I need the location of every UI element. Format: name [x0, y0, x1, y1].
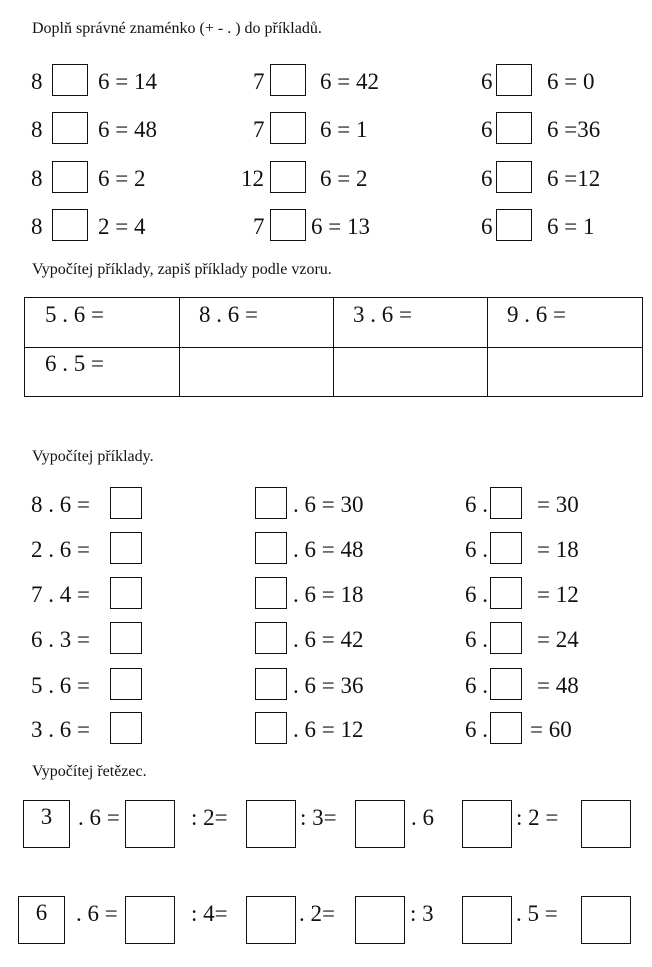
exercise-right-suffix: = 12 [537, 582, 579, 607]
exercise-mid-text: . 6 = 30 [293, 492, 364, 517]
exercise-right-prefix: 6 . [465, 582, 488, 607]
sign-input-box[interactable] [52, 209, 88, 241]
sign-input-box[interactable] [52, 64, 88, 96]
section2-heading: Vypočítej příklady, zapiš příklady podle vzoru. [32, 261, 332, 278]
chain-answer-box[interactable] [581, 896, 631, 944]
chain-op: : 3= [300, 805, 337, 830]
answer-box[interactable] [255, 487, 287, 519]
exercise-mid-text: . 6 = 36 [293, 673, 364, 698]
s1-r4c2-b: 6 = 13 [311, 214, 370, 239]
exercise-right-prefix: 6 . [465, 673, 488, 698]
chain-answer-box[interactable] [581, 800, 631, 848]
answer-box[interactable] [110, 487, 142, 519]
chain-op: . 6 = [76, 901, 118, 926]
exercise-mid-text: . 6 = 42 [293, 627, 364, 652]
table-cell[interactable] [179, 347, 334, 396]
exercise-right-prefix: 6 . [465, 627, 488, 652]
answer-box[interactable] [255, 532, 287, 564]
chain-op: : 2 = [516, 805, 559, 830]
chain-op: : 4= [191, 901, 228, 926]
s1-r4c3-b: 6 = 1 [547, 214, 595, 239]
exercise-mid-text: . 6 = 48 [293, 537, 364, 562]
exercise-mid-text: . 6 = 12 [293, 717, 364, 742]
sign-input-box[interactable] [496, 209, 532, 241]
s1-r2c3-b: 6 =36 [547, 117, 601, 142]
table-cell[interactable]: 5 . 6 = [25, 298, 180, 348]
chain-op: . 2= [299, 901, 335, 926]
sign-input-box[interactable] [270, 64, 306, 96]
section1-heading: Doplň správné znaménko (+ - . ) do příkladů. [32, 20, 322, 37]
exercise-left-text: 5 . 6 = [31, 673, 90, 698]
exercise-right-suffix: = 30 [537, 492, 579, 517]
sign-input-box[interactable] [496, 64, 532, 96]
s1-r2c1-a: 8 [31, 117, 43, 142]
answer-box[interactable] [110, 712, 142, 744]
chain-op: . 6 = [78, 805, 120, 830]
exercise-right-suffix: = 48 [537, 673, 579, 698]
table-cell[interactable] [333, 347, 488, 396]
answer-box[interactable] [255, 668, 287, 700]
s1-r4c3-a: 6 [481, 214, 493, 239]
answer-box[interactable] [490, 577, 522, 609]
exercise-right-prefix: 6 . [465, 717, 488, 742]
exercise-left-text: 3 . 6 = [31, 717, 90, 742]
s1-r1c1-b: 6 = 14 [98, 69, 157, 94]
chain-op: : 3 [410, 901, 434, 926]
s1-r4c2-a: 7 [253, 214, 265, 239]
answer-box[interactable] [490, 487, 522, 519]
s1-r3c1-a: 8 [31, 166, 43, 191]
s1-r2c2-b: 6 = 1 [320, 117, 368, 142]
s1-r3c2-a: 12 [241, 166, 264, 191]
chain-answer-box[interactable] [355, 896, 405, 944]
chain-answer-box[interactable] [355, 800, 405, 848]
answer-box[interactable] [255, 622, 287, 654]
exercise-left-text: 8 . 6 = [31, 492, 90, 517]
s1-r3c3-a: 6 [481, 166, 493, 191]
s1-r2c2-a: 7 [253, 117, 265, 142]
s1-r1c2-b: 6 = 42 [320, 69, 379, 94]
exercise-right-suffix: = 60 [530, 717, 572, 742]
sign-input-box[interactable] [52, 112, 88, 144]
table-cell[interactable] [487, 347, 642, 396]
chain-op: . 5 = [516, 901, 558, 926]
s1-r2c3-a: 6 [481, 117, 493, 142]
exercise-left-text: 2 . 6 = [31, 537, 90, 562]
exercise-mid-text: . 6 = 18 [293, 582, 364, 607]
exercise-right-prefix: 6 . [465, 537, 488, 562]
answer-box[interactable] [490, 622, 522, 654]
chain-answer-box[interactable] [246, 800, 296, 848]
s1-r3c3-b: 6 =12 [547, 166, 601, 191]
section3-heading: Vypočítej příklady. [32, 448, 154, 465]
answer-box[interactable] [110, 532, 142, 564]
sign-input-box[interactable] [270, 209, 306, 241]
s1-r1c2-a: 7 [253, 69, 265, 94]
table-cell[interactable]: 3 . 6 = [333, 298, 488, 348]
multiplication-table [24, 297, 643, 397]
s1-r4c1-a: 8 [31, 214, 43, 239]
chain-start-box: 3 [23, 800, 70, 848]
chain-answer-box[interactable] [125, 896, 175, 944]
exercise-left-text: 7 . 4 = [31, 582, 90, 607]
answer-box[interactable] [255, 577, 287, 609]
exercise-right-prefix: 6 . [465, 492, 488, 517]
sign-input-box[interactable] [496, 161, 532, 193]
sign-input-box[interactable] [52, 161, 88, 193]
s1-r4c1-b: 2 = 4 [98, 214, 146, 239]
s1-r3c1-b: 6 = 2 [98, 166, 146, 191]
chain-op: : 2= [191, 805, 228, 830]
s1-r1c3-a: 6 [481, 69, 493, 94]
s1-r2c1-b: 6 = 48 [98, 117, 157, 142]
chain-start-box: 6 [18, 896, 65, 944]
chain-op: . 6 [411, 805, 434, 830]
sign-input-box[interactable] [496, 112, 532, 144]
exercise-right-suffix: = 18 [537, 537, 579, 562]
answer-box[interactable] [110, 622, 142, 654]
chain-answer-box[interactable] [246, 896, 296, 944]
chain-answer-box[interactable] [462, 800, 512, 848]
exercise-left-text: 6 . 3 = [31, 627, 90, 652]
chain-answer-box[interactable] [125, 800, 175, 848]
exercise-right-suffix: = 24 [537, 627, 579, 652]
answer-box[interactable] [490, 668, 522, 700]
s1-r1c1-a: 8 [31, 69, 43, 94]
table-cell[interactable]: 8 . 6 = [179, 298, 334, 348]
answer-box[interactable] [255, 712, 287, 744]
s1-r3c2-b: 6 = 2 [320, 166, 368, 191]
answer-box[interactable] [110, 577, 142, 609]
chain-answer-box[interactable] [462, 896, 512, 944]
sign-input-box[interactable] [270, 161, 306, 193]
answer-box[interactable] [110, 668, 142, 700]
table-cell[interactable]: 9 . 6 = [487, 298, 642, 348]
table-cell[interactable]: 6 . 5 = [25, 347, 180, 396]
s1-r1c3-b: 6 = 0 [547, 69, 595, 94]
sign-input-box[interactable] [270, 112, 306, 144]
section4-heading: Vypočítej řetězec. [32, 763, 147, 780]
answer-box[interactable] [490, 532, 522, 564]
answer-box[interactable] [490, 712, 522, 744]
